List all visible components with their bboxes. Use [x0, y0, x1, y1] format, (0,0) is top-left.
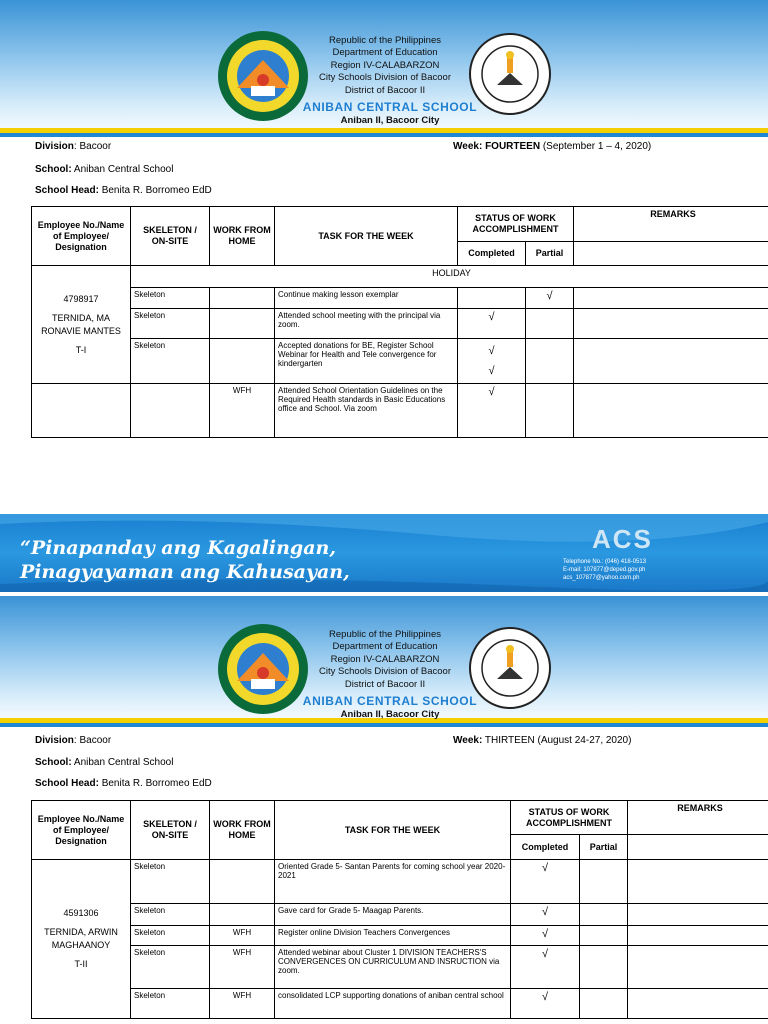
table-row — [32, 989, 768, 1019]
task-cell: Attended School Orientation Guidelines on the Required Health standards in Basic Educations office and School. Via zoom — [275, 384, 458, 438]
remarks-cell — [628, 860, 768, 904]
table-row — [32, 946, 768, 989]
completed-cell: √ — [511, 946, 580, 989]
remarks-cell — [574, 242, 768, 266]
week-dates: (August 24-27, 2020) — [537, 735, 632, 746]
header-remarks: REMARKS — [574, 207, 768, 242]
accomplishment-table — [31, 206, 768, 438]
header-wfh: WORK FROM HOME — [210, 801, 275, 860]
header-partial: Partial — [526, 242, 574, 266]
header-wfh: WORK FROM HOME — [210, 207, 275, 266]
remarks-cell — [628, 926, 768, 946]
partial-cell — [580, 860, 628, 904]
footer-banner — [0, 514, 768, 592]
employee-designation: T-II — [74, 959, 88, 969]
table-row — [32, 339, 768, 384]
header-task: TASK FOR THE WEEK — [275, 207, 458, 266]
header-line: Department of Education — [332, 47, 438, 59]
school-name: ANIBAN CENTRAL SCHOOL — [302, 694, 478, 708]
week-label: Week: — [453, 141, 483, 152]
employee-number: 4591306 — [63, 908, 99, 918]
wfh-cell: WFH — [210, 384, 275, 438]
header-line: City Schools Division of Bacoor — [319, 666, 451, 678]
table-row — [32, 904, 768, 926]
partial-cell — [526, 309, 574, 339]
email-text-2: acs_107877@yahoo.com.ph — [563, 575, 640, 581]
header-status: STATUS OF WORK ACCOMPLISHMENT — [458, 207, 574, 242]
week-value: FOURTEEN — [485, 141, 541, 152]
partial-cell — [580, 926, 628, 946]
completed-cell: √ — [511, 926, 580, 946]
week-line — [453, 735, 631, 746]
school-address: Aniban II, Bacoor City — [340, 115, 440, 126]
school-value: Aniban Central School — [73, 757, 174, 768]
division-label: Division — [35, 141, 74, 152]
completed-cell: √ — [511, 904, 580, 926]
school-label: School: — [35, 757, 72, 768]
school-name: ANIBAN CENTRAL SCHOOL — [302, 100, 478, 114]
division-value: Bacoor — [79, 735, 112, 746]
school-value: Aniban Central School — [73, 164, 174, 175]
task-cell: Accepted donations for BE, Register School Webinar for Health and Tele convergence for kindergarten — [275, 339, 458, 384]
header-line: Region IV-CALABARZON — [330, 59, 440, 71]
remarks-cell — [574, 309, 768, 339]
task-cell: consolidated LCP supporting donations of aniban central school — [275, 989, 511, 1019]
school-head-value: Benita R. Borromeo EdD — [101, 778, 212, 789]
mode-cell: Skeleton — [131, 288, 210, 309]
employee-cell-empty — [32, 384, 131, 438]
school-head-line — [35, 185, 212, 196]
partial-cell — [526, 339, 574, 384]
school-head-value: Benita R. Borromeo EdD — [101, 185, 212, 196]
week-line — [453, 141, 651, 152]
remarks-cell — [574, 339, 768, 384]
partial-cell — [526, 384, 574, 438]
header-task: TASK FOR THE WEEK — [275, 801, 511, 860]
employee-name: TERNIDA, MA RONAVIE MANTES — [41, 312, 121, 336]
partial-cell — [580, 989, 628, 1019]
task-cell: Gave card for Grade 5- Maagap Parents. — [275, 904, 511, 926]
school-head-label: School Head: — [35, 778, 99, 789]
email-text: E-mail: 107877@deped.gov.ph — [563, 567, 646, 573]
partial-cell — [580, 946, 628, 989]
wfh-cell — [210, 860, 275, 904]
mode-cell: Skeleton — [131, 309, 210, 339]
completed-cell — [458, 288, 526, 309]
header-completed: Completed — [511, 835, 580, 860]
completed-cell: √ — [458, 384, 526, 438]
table-row — [32, 309, 768, 339]
week-label: Week: — [453, 735, 483, 746]
header-line: Republic of the Philippines — [329, 35, 441, 46]
mode-cell: Skeleton — [131, 339, 210, 384]
wfh-cell: WFH — [210, 946, 275, 989]
mode-cell: Skeleton — [131, 860, 210, 904]
report-page-1 — [0, 0, 768, 510]
header-completed: Completed — [458, 242, 526, 266]
task-cell: Register online Division Teachers Convergences — [275, 926, 511, 946]
quote-line: “Pinapanday ang Kagalingan, — [20, 537, 336, 559]
acs-logo: ACS — [592, 524, 653, 554]
header-skeleton: SKELETON / ON-SITE — [131, 801, 210, 860]
employee-designation: T-I — [75, 344, 87, 355]
school-label: School: — [35, 164, 72, 175]
division-line: Division: Bacoor — [35, 141, 112, 152]
completed-cell: √ — [511, 989, 580, 1019]
completed-cell: √ — [511, 860, 580, 904]
header-blue-stripe — [0, 723, 768, 727]
header-blue-stripe — [0, 133, 768, 137]
employee-cell — [32, 266, 131, 384]
header-line: District of Bacoor II — [344, 678, 426, 690]
mode-cell — [131, 384, 210, 438]
header-partial: Partial — [580, 835, 628, 860]
header-line: District of Bacoor II — [344, 84, 426, 96]
school-head-label: School Head: — [35, 185, 99, 196]
header-line: City Schools Division of Bacoor — [319, 72, 451, 84]
task-cell: Attended school meeting with the principal via zoom. — [275, 309, 458, 339]
header-line: Department of Education — [332, 641, 438, 653]
table-row — [32, 288, 768, 309]
wfh-cell — [210, 339, 275, 384]
remarks-cell — [628, 989, 768, 1019]
mode-cell: Skeleton — [131, 926, 210, 946]
header-skeleton: SKELETON / ON-SITE — [131, 207, 210, 266]
header-employee: Employee No./Name of Employee/ Designation — [32, 801, 131, 860]
quote-line: Pinagyayaman ang Kahusayan, — [20, 561, 350, 583]
report-page-2 — [0, 596, 768, 1024]
task-cell: Oriented Grade 5- Santan Parents for coming school year 2020-2021 — [275, 860, 511, 904]
wfh-cell — [210, 288, 275, 309]
header-line: Region IV-CALABARZON — [330, 653, 440, 665]
contact-block — [563, 558, 646, 582]
division-label: Division — [35, 735, 74, 746]
school-head-line — [35, 778, 212, 789]
header-status: STATUS OF WORK ACCOMPLISHMENT — [511, 801, 628, 835]
table-row — [32, 860, 768, 904]
wfh-cell — [210, 904, 275, 926]
completed-cell: √ √ — [458, 339, 526, 384]
table-row — [32, 926, 768, 946]
header-employee: Employee No./Name of Employee/ Designation — [32, 207, 131, 266]
header-remarks: REMARKS — [628, 801, 768, 835]
mode-cell: Skeleton — [131, 946, 210, 989]
week-dates: (September 1 – 4, 2020) — [542, 141, 652, 152]
wfh-cell — [210, 309, 275, 339]
remarks-cell — [628, 946, 768, 989]
completed-cell: √ — [458, 309, 526, 339]
employee-name: TERNIDA, ARWIN MAGHAANOY — [44, 927, 118, 950]
telephone-text: Telephone No.: (046) 418-0513 — [563, 559, 647, 565]
partial-cell — [580, 904, 628, 926]
division-value: Bacoor — [79, 141, 112, 152]
remarks-cell — [574, 288, 768, 309]
holiday-row: HOLIDAY — [131, 266, 768, 288]
header-line: Republic of the Philippines — [329, 629, 441, 640]
employee-cell — [32, 860, 131, 1019]
wfh-cell: WFH — [210, 989, 275, 1019]
banner-quote — [20, 536, 350, 584]
school-line — [35, 164, 173, 175]
header-address-block — [300, 629, 470, 691]
employee-number: 4798917 — [63, 293, 99, 304]
school-line — [35, 757, 173, 768]
task-cell: Continue making lesson exemplar — [275, 288, 458, 309]
wfh-cell: WFH — [210, 926, 275, 946]
division-line: Division: Bacoor — [35, 735, 112, 746]
remarks-cell — [628, 835, 768, 860]
remarks-cell — [628, 904, 768, 926]
accomplishment-table — [31, 800, 768, 1019]
week-value: THIRTEEN — [484, 735, 535, 746]
task-cell: Attended webinar about Cluster 1 DIVISION TEACHERS'S CONVERGENCES ON CURRICULUM AND INSRUCTION via zoom. — [275, 946, 511, 989]
header-address-block — [300, 35, 470, 97]
remarks-cell — [574, 384, 768, 438]
partial-cell: √ — [526, 288, 574, 309]
mode-cell: Skeleton — [131, 904, 210, 926]
school-address: Aniban II, Bacoor City — [340, 709, 440, 720]
mode-cell: Skeleton — [131, 989, 210, 1019]
table-row — [32, 384, 768, 438]
